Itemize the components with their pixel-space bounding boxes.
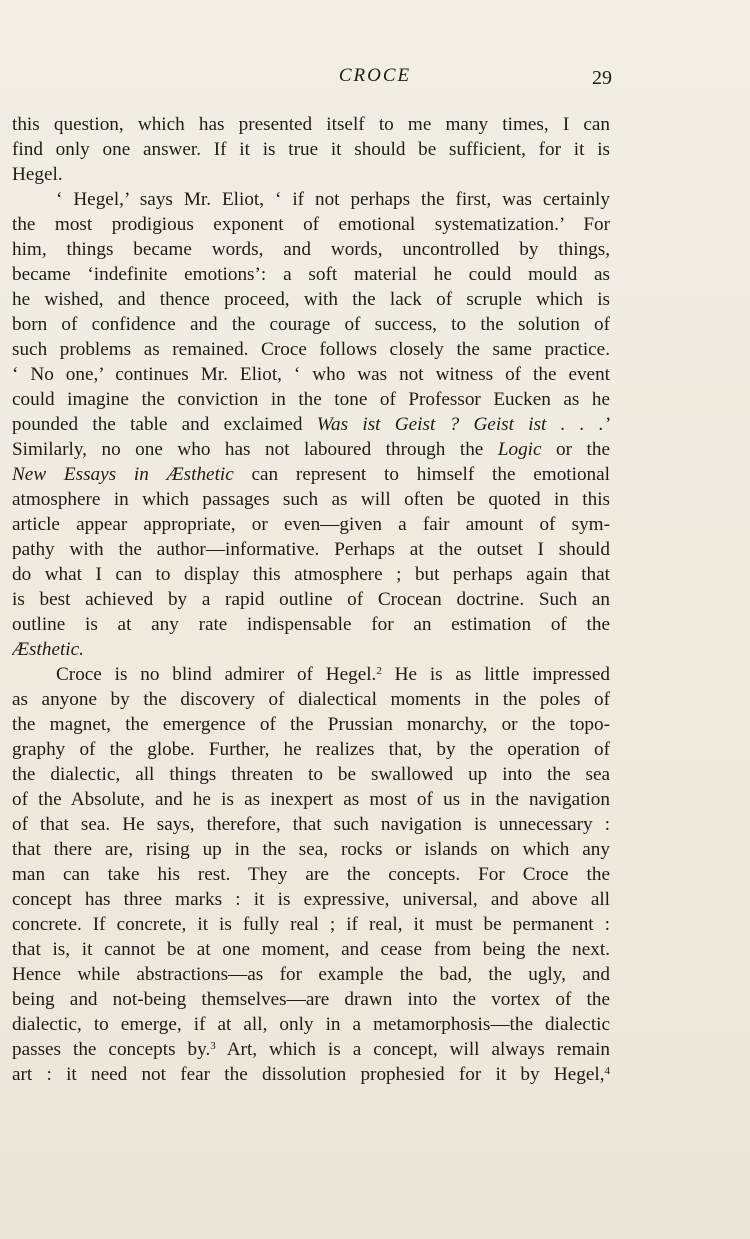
line-text: of the Absolute, and he is as inexpert as most of us in the navigation (12, 789, 610, 810)
italic-text: Logic (497, 439, 542, 460)
text-line (12, 262, 610, 287)
line-text: ‘ No one,’ continues Mr. Eliot, ‘ who was not witness of the event (12, 364, 610, 385)
text-line (12, 687, 610, 712)
line-text: art : it need not fear the dissolution prophesied for it by Hegel, (12, 1064, 605, 1085)
footnote-marker: 3 (210, 1040, 216, 1052)
italic-text: New Essays in Æsthetic (12, 464, 234, 485)
line-text: Hence while abstractions—as for example the bad, the ugly, and (12, 964, 610, 985)
line-text: concept has three marks : it is expressive, universal, and above all (12, 889, 610, 910)
text-line (12, 237, 610, 262)
line-text: man can take his rest. They are the concepts. For Croce the (12, 864, 610, 885)
text-line (12, 112, 610, 137)
text-line (12, 287, 610, 312)
line-text: this question, which has presented itself to me many times, I can (12, 114, 610, 135)
text-line (12, 812, 610, 837)
line-text: ‘ Hegel,’ says Mr. Eliot, ‘ if not perhaps the first, was certainly (56, 189, 610, 210)
line-text: concrete. If concrete, it is fully real ; if real, it must be permanent : (12, 914, 610, 935)
text-line (12, 787, 610, 812)
running-head (0, 62, 750, 90)
line-text: that there are, rising up in the sea, rocks or islands on which any (12, 839, 610, 860)
text-line (12, 737, 610, 762)
line-text: became ‘indefinite emotions’: a soft material he could mould as (12, 264, 610, 285)
text-line (12, 587, 610, 612)
line-text: outline is at any rate indispensable for an estimation of the (12, 614, 610, 635)
text-line (12, 437, 610, 462)
line-text: dialectic, to emerge, if at all, only in a metamorphosis—the dialectic (12, 1014, 610, 1035)
text-line (12, 987, 610, 1012)
text-line (12, 1062, 610, 1087)
line-text: article appear appropriate, or even—given a fair amount of sym- (12, 514, 610, 535)
text-line (12, 387, 610, 412)
line-text: atmosphere in which passages such as will often be quoted in this (12, 489, 610, 510)
text-line (12, 662, 610, 687)
body-text (12, 112, 610, 1087)
text-line (12, 187, 610, 212)
text-line (12, 412, 610, 437)
text-line (12, 1012, 610, 1037)
text-line (12, 137, 610, 162)
line-text: the dialectic, all things threaten to be swallowed up into the sea (12, 764, 610, 785)
line-text: of that sea. He says, therefore, that such navigation is unnecessary : (12, 814, 610, 835)
text-line (12, 862, 610, 887)
text-line (12, 462, 610, 487)
line-text: Similarly, no one who has not laboured through the (12, 439, 498, 460)
line-text: being and not-being themselves—are drawn into the vortex of the (12, 989, 610, 1010)
line-text: he wished, and thence proceed, with the lack of scruple which is (12, 289, 610, 310)
text-line (12, 162, 610, 187)
text-line (12, 337, 610, 362)
text-line (12, 962, 610, 987)
line-text: or the (541, 439, 610, 460)
text-line (12, 762, 610, 787)
text-line (12, 637, 610, 662)
line-text: such problems as remained. Croce follows closely the same practice. (12, 339, 610, 360)
text-line (12, 612, 610, 637)
text-line (12, 487, 610, 512)
line-text: that is, it cannot be at one moment, and cease from being the next. (12, 939, 610, 960)
line-text: find only one answer. If it is true it should be sufficient, for it is (12, 139, 610, 160)
line-text: the magnet, the emergence of the Prussian monarchy, or the topo- (12, 714, 610, 735)
line-text: can represent to himself the emotional (233, 464, 610, 485)
line-text: He is as little impressed (381, 664, 610, 685)
text-line (12, 212, 610, 237)
text-line (12, 1037, 610, 1062)
italic-text: Æsthetic. (12, 639, 84, 660)
text-line (12, 362, 610, 387)
footnote-marker: 4 (604, 1065, 610, 1077)
line-text: do what I can to display this atmosphere ; but perhaps again that (12, 564, 610, 585)
line-text: him, things became words, and words, uncontrolled by things, (12, 239, 610, 260)
text-line (12, 887, 610, 912)
text-line (12, 537, 610, 562)
line-text: pathy with the author—informative. Perhaps at the outset I should (12, 539, 610, 560)
text-line (12, 312, 610, 337)
running-title: CROCE (338, 65, 412, 86)
text-line (12, 562, 610, 587)
line-text: passes the concepts by. (12, 1039, 211, 1060)
footnote-marker: 2 (376, 665, 382, 677)
line-text: Croce is no blind admirer of Hegel. (56, 664, 377, 685)
line-text: born of confidence and the courage of success, to the solution of (12, 314, 610, 335)
line-text: Art, which is a concept, will always remain (215, 1039, 610, 1060)
line-text: Hegel. (12, 164, 63, 185)
italic-text: Was ist Geist ? Geist ist . . .’ (316, 414, 610, 435)
text-line (12, 837, 610, 862)
text-line (12, 712, 610, 737)
line-text: as anyone by the discovery of dialectical moments in the poles of (12, 689, 610, 710)
text-line (12, 912, 610, 937)
text-line (12, 512, 610, 537)
line-text: the most prodigious exponent of emotional systematization.’ For (12, 214, 610, 235)
line-text: could imagine the conviction in the tone of Professor Eucken as he (12, 389, 610, 410)
line-text: is best achieved by a rapid outline of Crocean doctrine. Such an (12, 589, 610, 610)
line-text: pounded the table and exclaimed (12, 414, 317, 435)
text-line (12, 937, 610, 962)
line-text: graphy of the globe. Further, he realizes that, by the operation of (12, 739, 610, 760)
page-number: 29 (592, 67, 612, 89)
